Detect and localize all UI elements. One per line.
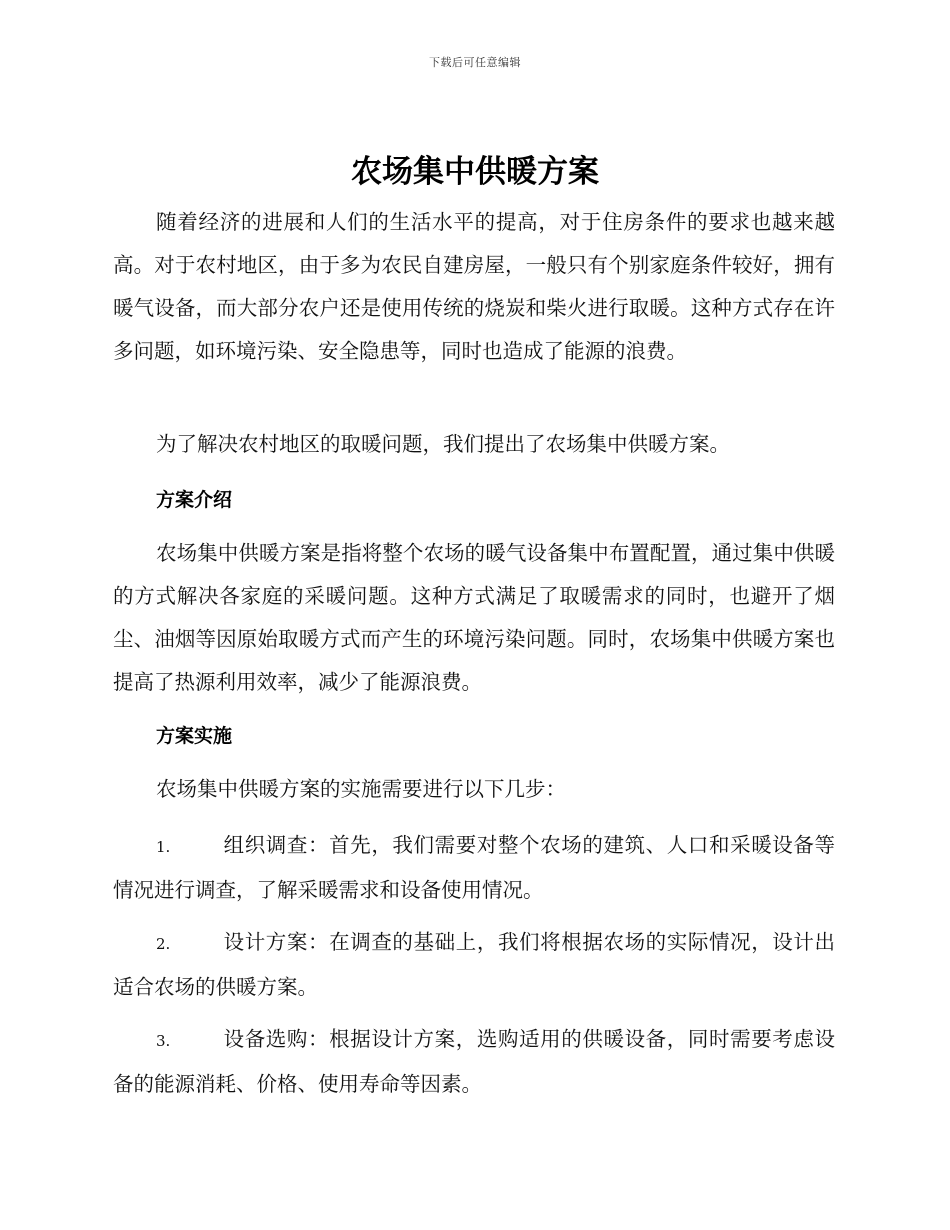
- header-note: 下载后可任意编辑: [429, 56, 521, 69]
- list-item-text: 设计方案：在调查的基础上，我们将根据农场的实际情况，设计出适合农场的供暖方案。: [113, 930, 835, 999]
- list-item: [113, 1018, 835, 1106]
- paragraph-proposal: 为了解决农村地区的取暖问题，我们提出了农场集中供暖方案。: [156, 432, 730, 456]
- list-item-number: 1.: [156, 838, 171, 856]
- list-item: [113, 921, 835, 1009]
- list-item-text: 组织调查：首先，我们需要对整个农场的建筑、人口和采暖设备等情况进行调查，了解采暖需求和设备使用情况。: [113, 833, 835, 902]
- list-item-number: 2.: [156, 935, 171, 953]
- list-item-text: 设备选购：根据设计方案，选购适用的供暖设备，同时需要考虑设备的能源消耗、价格、使用寿命等因素。: [113, 1027, 835, 1096]
- section-heading-intro: 方案介绍: [156, 489, 233, 511]
- list-item: [113, 824, 835, 912]
- paragraph-steps-lead: 农场集中供暖方案的实施需要进行以下几步：: [156, 777, 566, 801]
- document-title: 农场集中供暖方案: [351, 154, 599, 190]
- paragraph-intro: 农场集中供暖方案是指将整个农场的暖气设备集中布置配置，通过集中供暖的方式解决各家庭的采暖问题。这种方式满足了取暖需求的同时，也避开了烟尘、油烟等因原始取暖方式而产生的环境污染问题。同时，农场集中供暖方案也提高了热源利用效率，减少了能源浪费。: [113, 541, 835, 694]
- paragraph-background: 随着经济的进展和人们的生活水平的提高，对于住房条件的要求也越来越高。对于农村地区，由于多为农民自建房屋，一般只有个别家庭条件较好，拥有暖气设备，而大部分农户还是使用传统的烧炭和柴火进行取暖。这种方式存在许多问题，如环境污染、安全隐患等，同时也造成了能源的浪费。: [113, 210, 835, 363]
- section-heading-implementation: 方案实施: [156, 725, 233, 747]
- list-item-number: 3.: [156, 1032, 171, 1050]
